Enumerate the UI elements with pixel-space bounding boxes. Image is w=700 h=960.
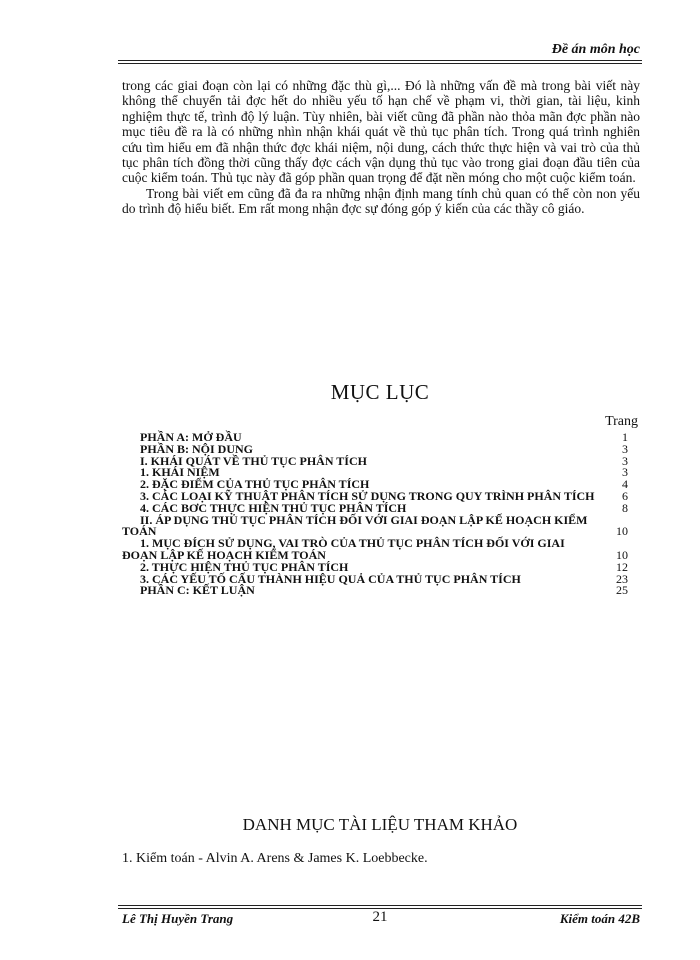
toc-entry-text: PHẦN A: MỞ ĐẦU: [140, 430, 242, 444]
reference-item: 1. Kiểm toán - Alvin A. Arens & James K. Loebbecke.: [122, 851, 428, 866]
footer-class: Kiểm toán 42B: [559, 911, 640, 926]
toc-entry-text: 4. CÁC BƠC THỰC HIỆN THỦ TỤC PHÂN TÍCH: [140, 500, 407, 515]
toc-entry-page: 8: [622, 500, 628, 515]
toc-heading: MỤC LỤC: [330, 380, 430, 404]
toc-entry-text: I. KHÁI QUÁT VỀ THỦ TỤC PHÂN TÍCH: [140, 453, 367, 468]
header-rule: [118, 60, 642, 64]
toc-entry-text: 1. MỤC ĐÍCH SỬ DỤNG, VAI TRÒ CỦA THỦ TỤC PHÂN TÍCH ĐỐI VỚI GIAI ĐOẠN LẬP KẾ HOẠCH KIỂM TOÁN: [122, 536, 565, 562]
toc-entry-text: PHẦN C: KẾT LUẬN: [140, 583, 255, 598]
toc-entry-text: II. ÁP DỤNG THỦ TỤC PHÂN TÍCH ĐỐI VỚI GIAI ĐOẠN LẬP KẾ HOẠCH KIỂM TOÁN: [122, 512, 588, 539]
toc-entry: [122, 512, 638, 539]
toc-entry-page: 3: [622, 441, 628, 456]
toc-entry-page: 6: [622, 488, 628, 503]
toc-entry-page: 10: [616, 524, 628, 539]
body-text: [122, 78, 640, 217]
toc-entry-page: 12: [616, 559, 628, 574]
toc-entry-page: 3: [622, 465, 628, 480]
toc-entry-page: 10: [616, 547, 628, 562]
toc-entry-text: PHẦN B: NỘI DUNG: [140, 441, 253, 456]
toc-entry-text: 3. CÁC YẾU TỐ CẤU THÀNH HIỆU QUẢ CỦA THỦ TỤC PHÂN TÍCH: [140, 571, 521, 586]
toc-entry: [122, 538, 638, 562]
toc-entry-text: 2. THỰC HIỆN THỦ TỤC PHÂN TÍCH: [140, 559, 349, 574]
toc-entry-text: 1. KHÁI NIỆM: [140, 465, 220, 480]
footer-page-number: 21: [372, 909, 388, 925]
toc-entry-page: 25: [616, 583, 628, 598]
toc-entry-page: 23: [616, 571, 628, 586]
table-of-contents: [122, 432, 638, 597]
toc-entry: [122, 585, 638, 597]
toc-entry-page: 4: [622, 477, 628, 492]
toc-entry-text: 2. ĐẶC ĐIỂM CỦA THỦ TỤC PHÂN TÍCH: [140, 477, 370, 492]
toc-page-label: Trang: [605, 414, 638, 429]
references-heading: DANH MỤC TÀI LIỆU THAM KHẢO: [242, 815, 518, 834]
header-title: Đề án môn học: [551, 42, 640, 57]
toc-entry-page: 3: [622, 453, 628, 468]
footer-author: Lê Thị Huyền Trang: [122, 911, 234, 926]
body-paragraph: Trong bài viết em cũng đã đa ra những nhận định mang tính chủ quan có thể còn non yếu do trình độ hiểu biết. Em rất mong nhận đợc sự đóng góp ý kiến của các thầy cô giáo.: [122, 185, 640, 217]
body-paragraph: trong các giai đoạn còn lại có những đặc thù gì,... Đó là những vấn đề mà trong bài viết này không thể chuyển tải đợc hết do nhiều yếu tố hạn chế về phạm vi, thời gian, tài liệu, kinh nghiệm thực tế, trình độ lý luận. Tùy nhiên, bài viết cũng đã phần nào thỏa mãn đợc phần nào mục tiêu đề ra là có những nhìn nhận khái quát về thủ tục phân tích. Trong quá trình nghiên cứu tìm hiểu em đã nhận thức đợc khái niệm, nội dung, cách thức thực hiện và vai trò của thủ tục phân tích đồng thời cũng thấy đợc cách vận dụng thủ tục vào trong giai đoạn đầu tiên của cuộc kiểm toán. Thủ tục này đã góp phần quan trọng để đặt nền móng cho một cuộc kiểm toán.: [122, 78, 640, 186]
toc-entry-page: 1: [622, 430, 628, 444]
toc-entry-text: 3. CÁC LOẠI KỸ THUẬT PHÂN TÍCH SỬ DỤNG TRONG QUY TRÌNH PHÂN TÍCH: [140, 488, 595, 503]
